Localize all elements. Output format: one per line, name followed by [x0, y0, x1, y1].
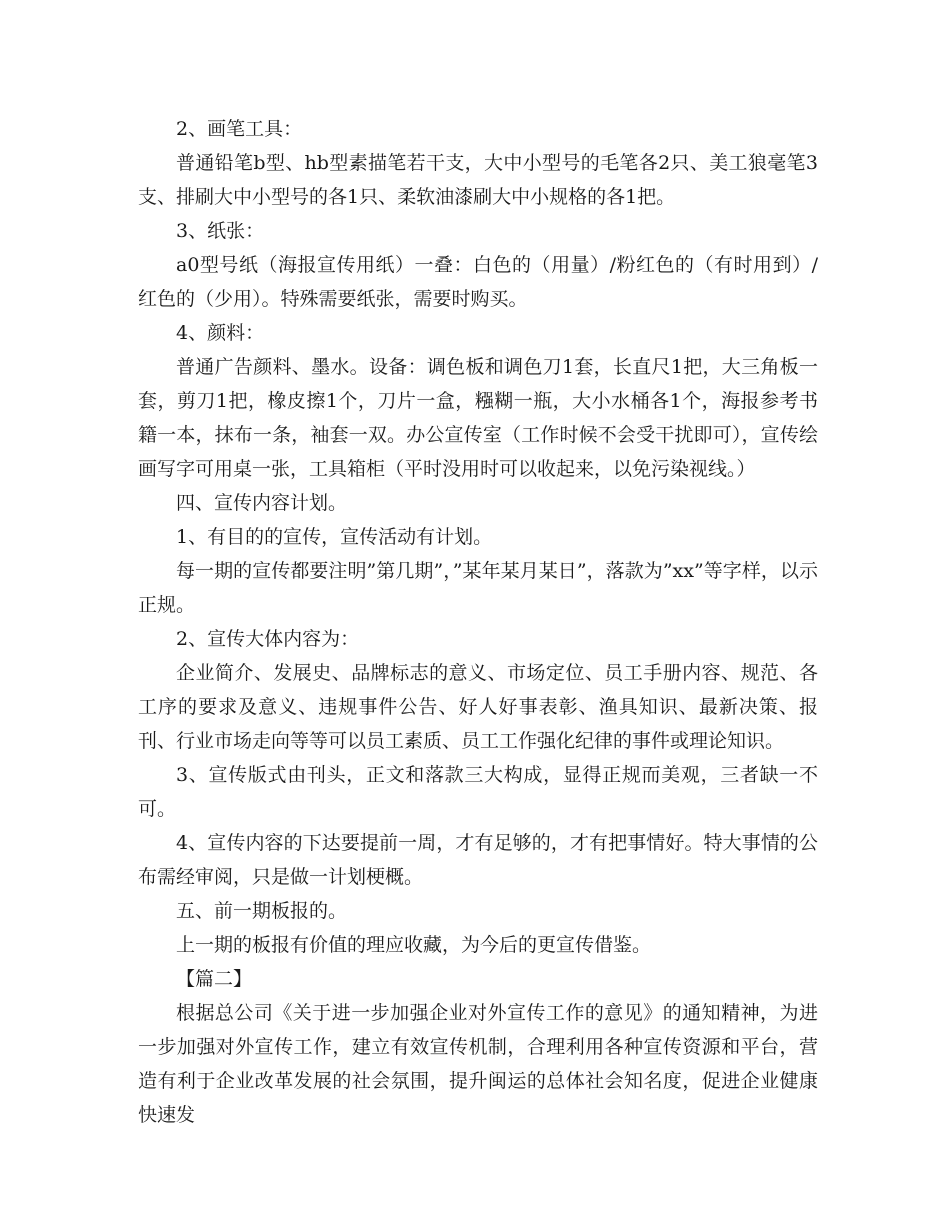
heading-general-content: 2、宣传大体内容为： [176, 628, 360, 650]
paragraph-release-schedule: 4、宣传内容的下达要提前一周，才有足够的，才有把事情好。特大事情的公布需经审阅，只是做一计划梗概。 [138, 832, 818, 888]
heading-pigments: 4、颜料： [176, 322, 265, 344]
heading-brush-tools: 2、画笔工具： [176, 118, 303, 140]
paragraph-part-two-intro: 根据总公司《关于进一步加强企业对外宣传工作的意见》的通知精神，为进一步加强对外宣传工作，建立有效宣传机制，合理利用各种宣传资源和平台，营造有利于企业改革发展的社会氛围，提升闽运的总体社会知名度，促进企业健康快速发 [138, 1002, 818, 1126]
document-body [138, 112, 818, 1132]
heading-purposeful-publicity: 1、有目的的宣传，宣传活动有计划。 [176, 526, 493, 548]
heading-paper: 3、纸张： [176, 220, 265, 242]
paragraph-content-topics: 企业简介、发展史、品牌标志的意义、市场定位、员工手册内容、规范、各工序的要求及意义、违规事件公告、好人好事表彰、渔具知识、最新决策、报刊、行业市场走向等等可以员工素质、员工工作强化纪律的事件或理论知识。 [138, 662, 818, 752]
paragraph-paper-list: a0型号纸（海报宣传用纸）一叠：白色的（用量）/粉红色的（有时用到）/红色的（少用）。特殊需要纸张，需要时购买。 [138, 254, 818, 310]
section-heading-previous-issue: 五、前一期板报的。 [176, 900, 348, 922]
paragraph-archive-previous: 上一期的板报有价值的理应收藏，为今后的更宣传借鉴。 [176, 934, 652, 956]
paragraph-pigments-equipment: 普通广告颜料、墨水。设备：调色板和调色刀1套，长直尺1把，大三角板一套，剪刀1把，橡皮擦1个，刀片一盒，糨糊一瓶，大小水桶各1个，海报参考书籍一本，抹布一条，袖套一双。办公宣传室（工作时候不会受干扰即可），宣传绘画写字可用桌一张，工具箱柜（平时没用时可以收起来，以免污染视线。） [138, 356, 818, 480]
paragraph-issue-marking: 每一期的宣传都要注明”第几期”，”某年某月某日”，落款为”xx”等字样，以示正规。 [138, 560, 818, 616]
part-two-heading: 【篇二】 [176, 968, 253, 990]
paragraph-brush-list: 普通铅笔b型、hb型素描笔若干支，大中小型号的毛笔各2只、美工狼毫笔3支、排刷大中小型号的各1只、柔软油漆刷大中小规格的各1把。 [138, 152, 818, 208]
section-heading-content-plan: 四、宣传内容计划。 [176, 492, 348, 514]
paragraph-layout-format: 3、宣传版式由刊头，正文和落款三大构成，显得正规而美观，三者缺一不可。 [138, 764, 818, 820]
